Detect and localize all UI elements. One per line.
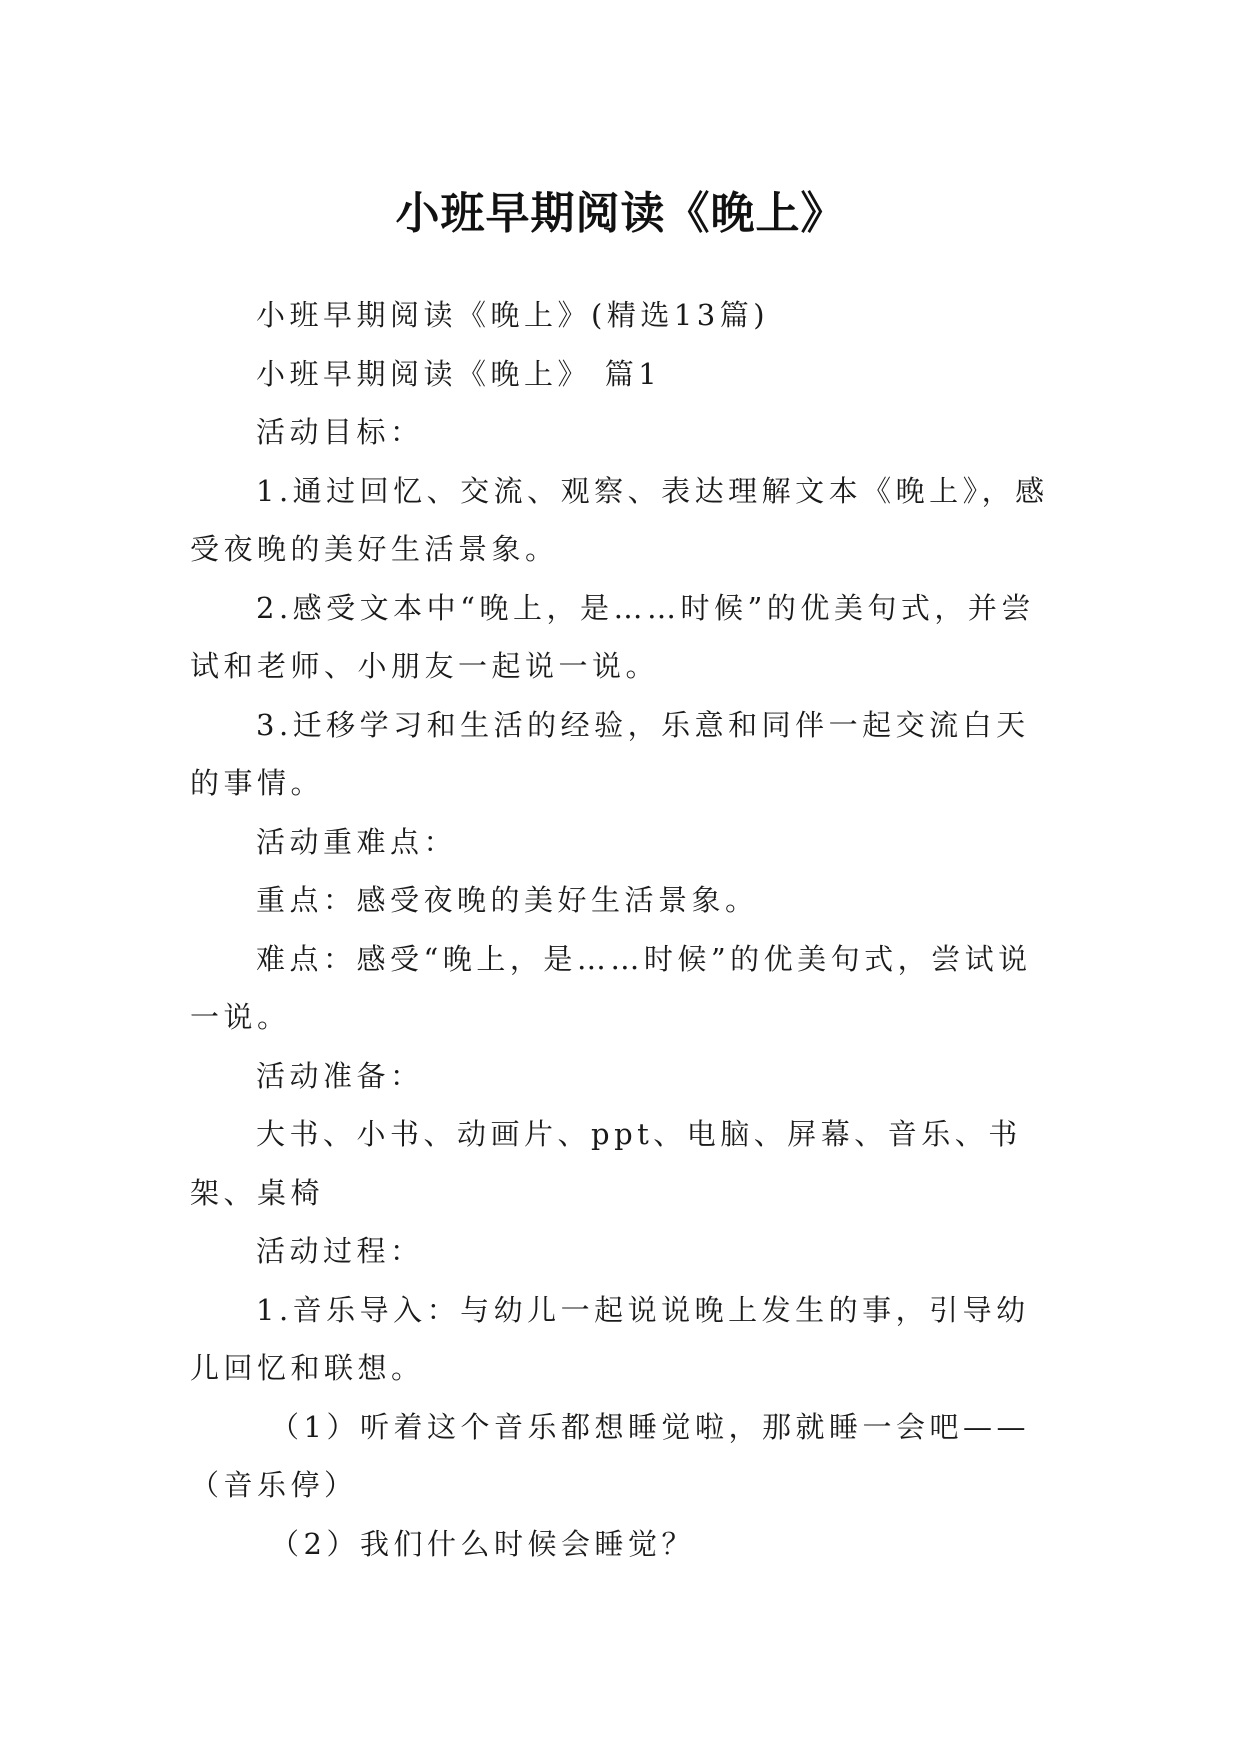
- paragraph-process-sub-1: （1）听着这个音乐都想睡觉啦，那就睡一会吧——（音乐停）: [190, 1409, 1030, 1502]
- paragraph-process-heading: 活动过程：: [256, 1234, 424, 1268]
- paragraph-goal-3: 3.迁移学习和生活的经验，乐意和同伴一起交流白天的事情。: [190, 707, 1030, 800]
- paragraph-goal-2: 2.感受文本中“晚上，是……时候”的优美句式，并尝试和老师、小朋友一起说一说。: [190, 590, 1035, 683]
- paragraph-difficulty: 难点：感受“晚上，是……时候”的优美句式，尝试说一说。: [190, 941, 1032, 1034]
- paragraph-subtitle: 小班早期阅读《晚上》(精选13篇): [256, 298, 770, 332]
- paragraph-section-heading: 小班早期阅读《晚上》 篇1: [256, 356, 662, 391]
- paragraph-preparation-heading: 活动准备：: [256, 1058, 424, 1093]
- document-body: [190, 286, 1050, 1573]
- paragraph-process-step-1: 1.音乐导入：与幼儿一起说说晚上发生的事，引导幼儿回忆和联想。: [190, 1292, 1030, 1385]
- paragraph-key-point: 重点：感受夜晚的美好生活景象。: [256, 883, 759, 917]
- document-title: 小班早期阅读《晚上》: [395, 188, 846, 240]
- paragraph-goal-1: 1.通过回忆、交流、观察、表达理解文本《晚上》，感受夜晚的美好生活景象。: [190, 473, 1049, 566]
- paragraph-goals-heading: 活动目标：: [256, 415, 424, 449]
- paragraph-key-points-heading: 活动重难点：: [256, 824, 458, 859]
- paragraph-process-sub-2: （2）我们什么时候会睡觉？: [270, 1526, 695, 1561]
- paragraph-preparation-items: 大书、小书、动画片、ppt、电脑、屏幕、音乐、书架、桌椅: [190, 1117, 1022, 1210]
